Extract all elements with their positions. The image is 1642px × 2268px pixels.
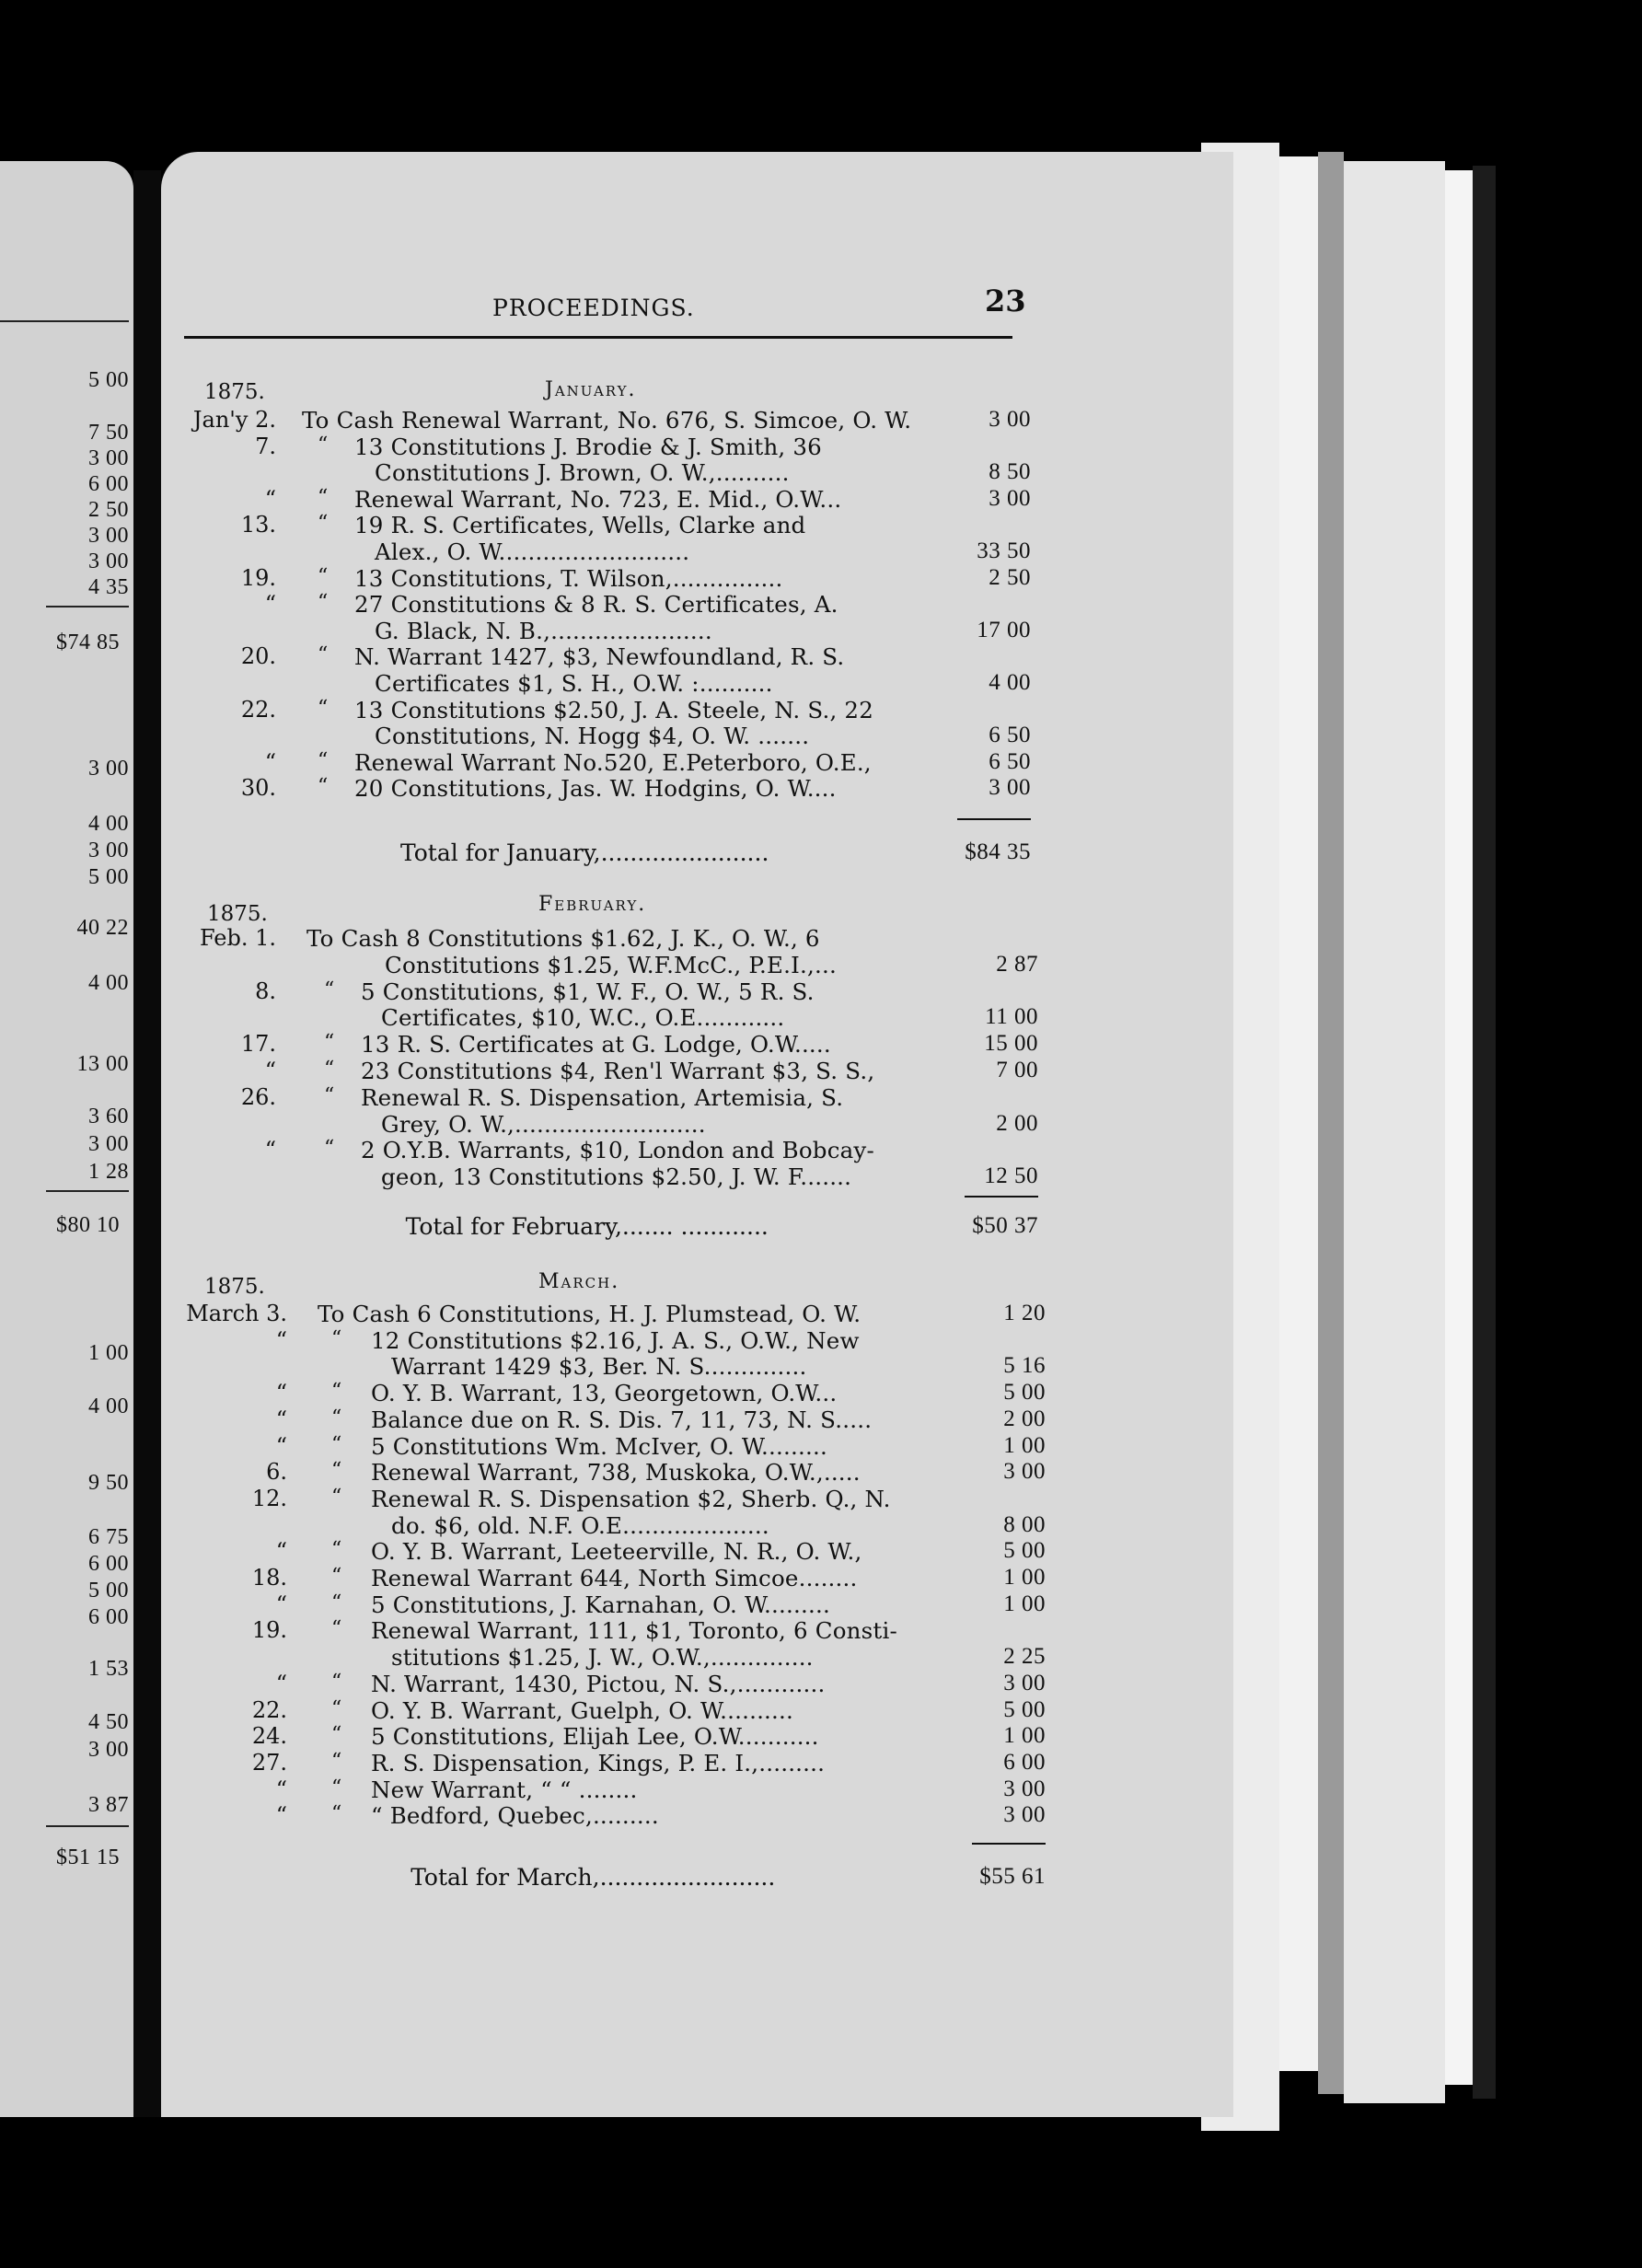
left-margin-amount: 6 00 [88, 1605, 129, 1629]
entry-date: Jan'y 2. [192, 407, 276, 433]
entry-date: “ [264, 1058, 276, 1083]
left-margin-amount: 2 50 [88, 498, 129, 522]
left-margin-amount: 1 00 [88, 1341, 129, 1365]
entry-date: 13. [240, 512, 276, 538]
february-total-rule [965, 1196, 1038, 1198]
ditto-mark: “ [331, 1538, 342, 1562]
entry-date: “ [275, 1380, 287, 1406]
march-year: 1875. [204, 1275, 265, 1299]
entry-description: Renewal Warrant, 738, Muskoka, O.W.,..... [371, 1459, 861, 1487]
entry-amount: 5 16 [1003, 1353, 1046, 1379]
ditto-mark: “ [318, 643, 329, 667]
entry-amount: 2 00 [996, 1110, 1038, 1136]
entry-amount: 33 50 [977, 538, 1031, 563]
ditto-mark: “ [331, 1617, 342, 1641]
entry-date: “ [275, 1591, 287, 1617]
february-total-amount: $50 37 [972, 1213, 1038, 1238]
entry-description: Renewal R. S. Dispensation, Artemisia, S. [361, 1083, 844, 1111]
entry-description: N. Warrant 1427, $3, Newfoundland, R. S. [354, 643, 845, 671]
left-margin-amount: 3 00 [88, 757, 129, 781]
entry-date: 19. [240, 564, 276, 591]
entry-description: Warrant 1429 $3, Ber. N. S.............. [391, 1353, 807, 1381]
left-sum-rule [46, 1190, 129, 1192]
entry-amount: 6 50 [989, 723, 1031, 748]
book-gutter [133, 170, 161, 2117]
ditto-mark: “ [331, 1723, 342, 1747]
entry-description: 20 Constitutions, Jas. W. Hodgins, O. W.... [354, 775, 837, 803]
entry-description: 5 Constitutions, $1, W. F., O. W., 5 R. S. [361, 978, 815, 1005]
january-year: 1875. [204, 380, 265, 404]
entry-amount: 3 00 [989, 775, 1031, 801]
entry-amount: 2 87 [996, 951, 1038, 977]
ditto-mark: “ [324, 1058, 335, 1081]
february-heading: February. [538, 893, 647, 916]
left-margin-amount: 3 60 [88, 1105, 129, 1128]
entry-date: “ [264, 591, 276, 618]
left-margin-amount: 1 53 [88, 1657, 129, 1681]
header-rule [184, 336, 1012, 339]
ditto-mark: “ [331, 1326, 342, 1350]
entry-date: March 3. [186, 1301, 287, 1326]
ditto-mark: “ [318, 696, 329, 720]
entry-description: Constitutions, N. Hogg $4, O. W. ....... [375, 723, 810, 750]
entry-description: stitutions $1.25, J. W., O.W.,.............. [391, 1644, 814, 1672]
left-margin-amount: 1 28 [88, 1160, 129, 1184]
january-total-amount: $84 35 [965, 839, 1031, 864]
page-edge [1445, 170, 1473, 2085]
entry-description: To Cash 6 Constitutions, H. J. Plumstead, O. W. [318, 1301, 861, 1327]
ditto-mark: “ [331, 1565, 342, 1588]
entry-description: Balance due on R. S. Dis. 7, 11, 73, N. S..... [371, 1406, 873, 1433]
entry-amount: 2 00 [1003, 1406, 1046, 1431]
left-margin-amount: 6 75 [88, 1525, 129, 1549]
entry-date: “ [275, 1670, 287, 1696]
entry-amount: 6 00 [1003, 1749, 1046, 1775]
entry-amount: 2 50 [989, 564, 1031, 590]
ditto-mark: “ [318, 591, 329, 615]
entry-amount: 17 00 [977, 617, 1031, 642]
left-margin-amount: 4 00 [88, 812, 129, 836]
entry-description: O. Y. B. Warrant, 13, Georgetown, O.W... [371, 1380, 838, 1407]
entry-date: “ [275, 1406, 287, 1432]
ditto-mark: “ [331, 1406, 342, 1429]
entry-date: 7. [255, 433, 276, 459]
entry-date: 27. [251, 1749, 287, 1776]
entry-amount: 6 50 [989, 748, 1031, 774]
ditto-mark: “ [318, 564, 329, 588]
entry-description: 5 Constitutions Wm. McIver, O. W......... [371, 1432, 827, 1460]
ditto-mark: “ [331, 1459, 342, 1483]
ditto-mark: “ [318, 775, 329, 799]
left-margin-amount: $51 15 [56, 1846, 120, 1869]
entry-description: New Warrant, “ “ ........ [371, 1776, 638, 1803]
left-margin-amount: 4 35 [88, 575, 129, 599]
entry-amount: 3 00 [1003, 1802, 1046, 1828]
entry-amount: 3 00 [1003, 1670, 1046, 1695]
entry-amount: 7 00 [996, 1058, 1038, 1082]
march-total-amount: $55 61 [979, 1864, 1046, 1889]
entry-date: 18. [251, 1565, 287, 1591]
left-margin-amount: 13 00 [76, 1052, 129, 1076]
entry-amount: 3 00 [989, 407, 1031, 432]
page-number: 23 [985, 284, 1026, 318]
ditto-mark: “ [324, 1137, 335, 1161]
entry-description: Renewal Warrant, 111, $1, Toronto, 6 Consti- [371, 1617, 897, 1645]
entry-date: 19. [251, 1617, 287, 1644]
entry-date: 20. [240, 643, 276, 670]
left-margin-amount: 3 87 [88, 1793, 129, 1817]
ditto-mark: “ [331, 1380, 342, 1404]
entry-amount: 8 00 [1003, 1511, 1046, 1537]
entry-amount: 3 00 [1003, 1776, 1046, 1801]
ditto-mark: “ [331, 1591, 342, 1614]
left-page-rule [0, 320, 129, 322]
entry-date: 8. [255, 978, 276, 1004]
entry-description: Certificates $1, S. H., O.W. :.......... [375, 670, 773, 697]
book-cover-edge [1473, 166, 1496, 2099]
entry-description: Renewal R. S. Dispensation $2, Sherb. Q., N. [371, 1485, 891, 1512]
left-margin-amount: 6 00 [88, 472, 129, 496]
left-margin-amount: 5 00 [88, 1579, 129, 1603]
entry-description: do. $6, old. N.F. O.E.................... [391, 1511, 769, 1539]
entry-description: 5 Constitutions, J. Karnahan, O. W......... [371, 1591, 830, 1618]
entry-description: 2 O.Y.B. Warrants, $10, London and Bobcay- [361, 1137, 874, 1164]
left-margin-amount: 3 00 [88, 1132, 129, 1156]
entry-description: Renewal Warrant 644, North Simcoe........ [371, 1565, 858, 1591]
entry-description: To Cash 8 Constitutions $1.62, J. K., O. W., 6 [306, 925, 820, 952]
entry-amount: 1 20 [1003, 1301, 1046, 1325]
entry-description: O. Y. B. Warrant, Leeteerville, N. R., O. W., [371, 1538, 862, 1566]
entry-date: 30. [240, 775, 276, 802]
entry-description: O. Y. B. Warrant, Guelph, O. W.......... [371, 1696, 794, 1724]
entry-description: 13 Constitutions, T. Wilson,............... [354, 564, 783, 592]
page-edge [1279, 156, 1318, 2071]
left-margin-amount: 7 50 [88, 421, 129, 445]
ditto-mark: “ [331, 1802, 342, 1826]
ditto-mark: “ [331, 1670, 342, 1694]
entry-date: 6. [266, 1459, 287, 1486]
january-total-label: Total for January,....................... [400, 839, 769, 866]
ditto-mark: “ [324, 978, 335, 1001]
entry-amount: 15 00 [984, 1031, 1038, 1057]
entry-date: “ [275, 1432, 287, 1459]
entry-date: 12. [251, 1485, 287, 1511]
left-margin-amount: 3 00 [88, 446, 129, 470]
entry-amount: 8 50 [989, 459, 1031, 485]
entry-date: “ [275, 1776, 287, 1802]
february-total-label: Total for February,....... ............ [405, 1213, 769, 1240]
entry-date: 26. [240, 1083, 276, 1110]
february-year: 1875. [207, 902, 268, 926]
left-margin-amount: 4 00 [88, 1394, 129, 1418]
entry-date: “ [275, 1326, 287, 1353]
entry-date: “ [275, 1538, 287, 1565]
entry-description: R. S. Dispensation, Kings, P. E. I.,......... [371, 1749, 826, 1776]
entry-description: geon, 13 Constitutions $2.50, J. W. F....... [381, 1163, 852, 1191]
entry-date: “ [264, 485, 276, 512]
page-edge [1344, 161, 1445, 2103]
entry-amount: 2 25 [1003, 1644, 1046, 1670]
left-margin-amount: 5 00 [88, 865, 129, 889]
entry-amount: 4 00 [989, 670, 1031, 695]
left-margin-amount: 3 00 [88, 550, 129, 573]
entry-date: Feb. 1. [199, 925, 276, 951]
ditto-mark: “ [331, 1776, 342, 1799]
entry-date: “ [264, 1137, 276, 1163]
left-margin-amount: 3 00 [88, 524, 129, 548]
entry-amount: 1 00 [1003, 1723, 1046, 1749]
entry-description: 13 R. S. Certificates at G. Lodge, O.W..... [361, 1031, 831, 1059]
ditto-mark: “ [331, 1485, 342, 1509]
entry-date: “ [275, 1802, 287, 1829]
left-margin-amount: 6 00 [88, 1552, 129, 1576]
march-total-label: Total for March,........................ [410, 1864, 776, 1891]
entry-description: 5 Constitutions, Elijah Lee, O.W........... [371, 1723, 819, 1751]
left-margin-amount: 4 00 [88, 971, 129, 995]
entry-date: 22. [251, 1696, 287, 1723]
january-total-rule [957, 818, 1031, 820]
entry-description: 13 Constitutions J. Brodie & J. Smith, 36 [354, 433, 822, 460]
ditto-mark: “ [318, 485, 329, 509]
left-margin-amount: 3 00 [88, 1738, 129, 1762]
entry-amount: 5 00 [1003, 1538, 1046, 1564]
entry-description: G. Black, N. B.,...................... [375, 617, 712, 644]
entry-amount: 5 00 [1003, 1380, 1046, 1406]
ditto-mark: “ [331, 1749, 342, 1773]
entry-description: 12 Constitutions $2.16, J. A. S., O.W., New [371, 1326, 860, 1354]
entry-amount: 5 00 [1003, 1696, 1046, 1722]
left-margin-amount: 9 50 [88, 1471, 129, 1495]
entry-amount: 1 00 [1003, 1432, 1046, 1458]
ditto-mark: “ [331, 1432, 342, 1456]
entry-amount: 1 00 [1003, 1591, 1046, 1616]
entry-description: 23 Constitutions $4, Ren'l Warrant $3, S. S., [361, 1058, 875, 1084]
entry-date: “ [264, 748, 276, 775]
entry-date: 17. [240, 1031, 276, 1058]
ditto-mark: “ [324, 1031, 335, 1055]
entry-description: Certificates, $10, W.C., O.E............ [381, 1004, 785, 1032]
page-edge [1318, 152, 1344, 2094]
entry-description: To Cash Renewal Warrant, No. 676, S. Simcoe, O. W. [302, 407, 912, 434]
march-total-rule [972, 1843, 1046, 1845]
entry-amount: 11 00 [985, 1004, 1038, 1030]
left-margin-amount: 4 50 [88, 1710, 129, 1734]
entry-description: 27 Constitutions & 8 R. S. Certificates, A. [354, 591, 838, 619]
left-sum-rule [46, 1825, 129, 1827]
left-margin-amount: 3 00 [88, 839, 129, 862]
entry-amount: 12 50 [984, 1163, 1038, 1189]
running-head: PROCEEDINGS. [492, 295, 695, 321]
entry-description: Alex., O. W.......................... [375, 538, 690, 565]
entry-description: 13 Constitutions $2.50, J. A. Steele, N. S., 22 [354, 696, 873, 723]
left-margin-amount: $74 85 [56, 631, 120, 654]
entry-description: Grey, O. W.,.......................... [381, 1110, 706, 1138]
entry-amount: 1 00 [1003, 1565, 1046, 1590]
entry-description: Renewal Warrant, No. 723, E. Mid., O.W... [354, 485, 842, 513]
left-margin-amount: 40 22 [76, 916, 129, 940]
march-heading: March. [538, 1270, 620, 1293]
ditto-mark: “ [331, 1696, 342, 1720]
ditto-mark: “ [318, 748, 329, 772]
left-sum-rule [46, 606, 129, 608]
ditto-mark: “ [318, 433, 329, 457]
ditto-mark: “ [318, 512, 329, 536]
entry-date: 22. [240, 696, 276, 723]
entry-amount: 3 00 [989, 485, 1031, 511]
left-margin-amount: 5 00 [88, 368, 129, 392]
entry-date: 24. [251, 1723, 287, 1750]
january-heading: January. [545, 378, 637, 401]
entry-description: 19 R. S. Certificates, Wells, Clarke and [354, 512, 806, 539]
entry-description: “ Bedford, Quebec,......... [371, 1802, 659, 1830]
entry-description: Constitutions $1.25, W.F.McC., P.E.I.,... [385, 951, 837, 978]
left-margin-amount: $80 10 [56, 1213, 120, 1237]
ditto-mark: “ [324, 1083, 335, 1107]
entry-amount: 3 00 [1003, 1459, 1046, 1485]
entry-description: N. Warrant, 1430, Pictou, N. S.,............ [371, 1670, 826, 1697]
entry-description: Constitutions J. Brown, O. W.,.......... [375, 459, 790, 487]
entry-description: Renewal Warrant No.520, E.Peterboro, O.E., [354, 748, 872, 776]
